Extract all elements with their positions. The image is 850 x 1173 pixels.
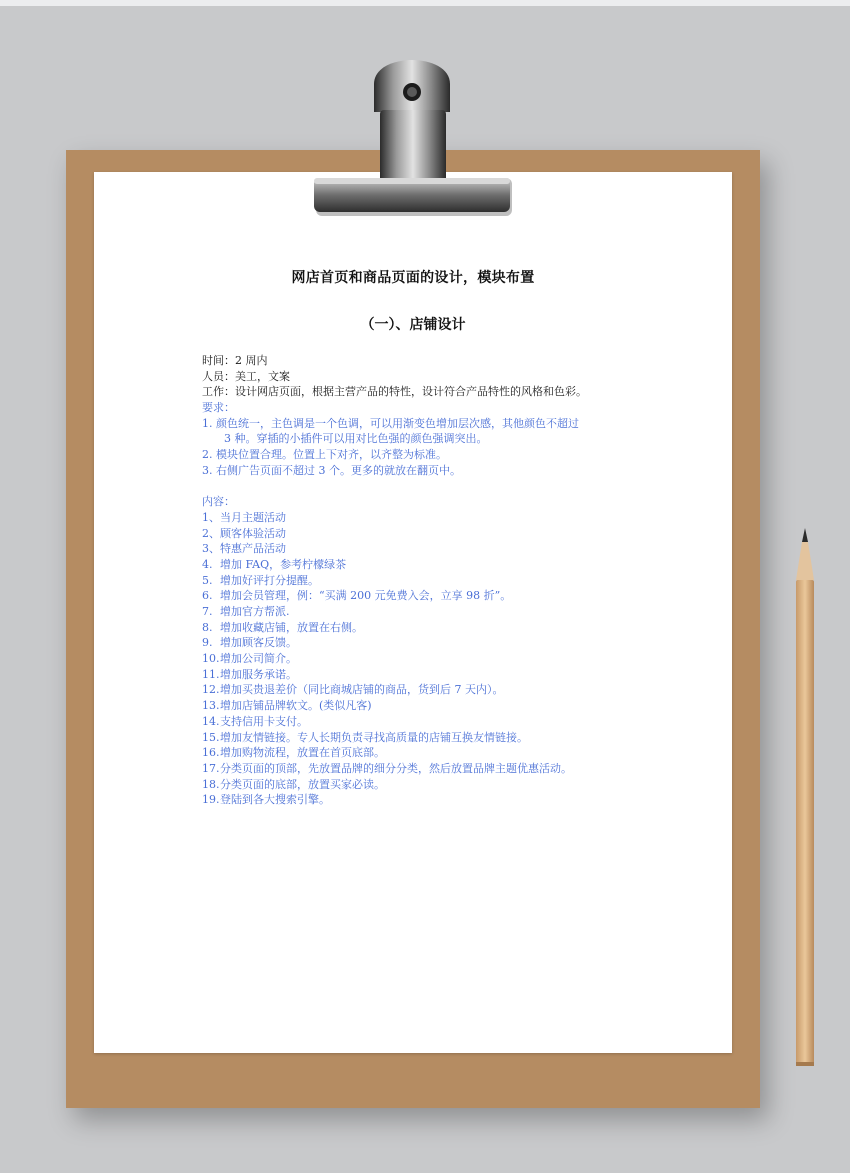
item-text: 增加顾客反馈。 xyxy=(220,636,297,650)
list-item xyxy=(202,745,722,761)
pencil-icon xyxy=(790,528,820,1068)
requirement-text: 右侧广告页面不超过 3 个。更多的就放在翻页中。 xyxy=(216,463,461,477)
item-number: 19. xyxy=(202,793,220,807)
item-text: 增加购物流程，放置在首页底部。 xyxy=(220,746,385,760)
list-item xyxy=(202,588,722,604)
document-page xyxy=(94,172,732,1053)
item-number: 12. xyxy=(202,683,220,697)
list-item xyxy=(202,792,722,808)
item-number: 18. xyxy=(202,777,220,791)
requirement-text: 模块位置合理。位置上下对齐，以齐整为标准。 xyxy=(216,448,447,462)
item-text: 增加收藏店铺，放置在右侧。 xyxy=(220,620,363,634)
item-number: 8. xyxy=(202,620,213,634)
info-time: 时间：2 周内 xyxy=(202,354,268,367)
item-number: 2、 xyxy=(202,526,220,540)
list-item xyxy=(202,635,722,651)
item-text: 增加 FAQ，参考柠檬绿茶 xyxy=(220,557,347,571)
item-number: 7. xyxy=(202,605,213,618)
item-text: 增加服务承诺。 xyxy=(220,667,297,681)
list-item xyxy=(202,682,722,698)
list-item xyxy=(202,541,722,557)
binder-clip-icon xyxy=(310,40,515,220)
list-item xyxy=(202,651,722,667)
document-body xyxy=(202,353,722,808)
requirement-item xyxy=(202,463,722,479)
requirements-heading: 要求： xyxy=(202,401,235,415)
info-staff: 人员：美工，文案 xyxy=(202,369,290,383)
list-item xyxy=(202,667,722,683)
requirement-number: 3. xyxy=(202,463,213,477)
item-number: 13. xyxy=(202,699,220,713)
item-number: 3、 xyxy=(202,542,220,556)
list-item xyxy=(202,557,722,573)
list-item xyxy=(202,714,722,730)
item-number: 6. xyxy=(202,589,213,603)
content-list xyxy=(202,510,722,808)
item-number: 10. xyxy=(202,652,220,666)
item-number: 14. xyxy=(202,714,220,728)
item-number: 16. xyxy=(202,746,220,760)
item-number: 17. xyxy=(202,761,220,775)
item-number: 9. xyxy=(202,636,213,650)
requirement-text: 颜色统一，主色调是一个色调，可以用渐变色增加层次感，其他颜色不超过 xyxy=(216,416,579,430)
item-text: 支持信用卡支付。 xyxy=(220,714,308,728)
item-text: 增加店铺品牌软文。(类似凡客) xyxy=(220,699,372,713)
requirement-number: 2. xyxy=(202,448,213,462)
item-text: 增加买贵退差价（同比商城店铺的商品，货到后 7 天内）。 xyxy=(220,683,504,697)
list-item xyxy=(202,698,722,714)
item-number: 11. xyxy=(202,667,220,681)
item-text: 增加好评打分提醒。 xyxy=(220,573,319,587)
requirement-item xyxy=(202,416,722,432)
list-item xyxy=(202,620,722,636)
item-text: 顾客体验活动 xyxy=(220,526,286,540)
list-item xyxy=(202,573,722,589)
item-text: 增加会员管理，例：“买满 200 元免费入会，立享 98 折”。 xyxy=(220,589,512,603)
section-heading: （一）、店铺设计 xyxy=(360,317,466,333)
list-item xyxy=(202,526,722,542)
item-text: 增加友情链接。专人长期负责寻找高质量的店铺互换友情链接。 xyxy=(220,730,528,744)
top-edge-strip xyxy=(0,0,850,6)
item-number: 5. xyxy=(202,573,213,587)
item-text: 登陆到各大搜索引擎。 xyxy=(220,793,330,807)
item-text: 特惠产品活动 xyxy=(220,542,286,556)
item-number: 1、 xyxy=(202,510,220,524)
item-text: 分类页面的底部，放置买家必读。 xyxy=(220,777,385,791)
list-item xyxy=(202,604,722,620)
info-work: 工作：设计网店页面，根据主营产品的特性，设计符合产品特性的风格和色彩。 xyxy=(202,385,587,399)
item-text: 增加官方帮派. xyxy=(220,605,290,618)
paragraph-gap xyxy=(202,479,722,495)
item-number: 15. xyxy=(202,730,220,744)
list-item xyxy=(202,510,722,526)
page-title: 网店首页和商品页面的设计，模块布置 xyxy=(291,270,535,286)
item-text: 分类页面的顶部，先放置品牌的细分分类，然后放置品牌主题优惠活动。 xyxy=(220,761,572,775)
content-heading: 内容： xyxy=(202,495,235,509)
item-number: 4. xyxy=(202,557,213,571)
requirement-item xyxy=(202,447,722,463)
list-item xyxy=(202,777,722,793)
requirement-continuation: 3 种。穿插的小插件可以用对比色强的颜色强调突出。 xyxy=(224,432,488,446)
item-text: 增加公司简介。 xyxy=(220,652,297,666)
requirement-number: 1. xyxy=(202,416,213,430)
list-item xyxy=(202,761,722,777)
item-text: 当月主题活动 xyxy=(220,510,286,524)
list-item xyxy=(202,730,722,746)
